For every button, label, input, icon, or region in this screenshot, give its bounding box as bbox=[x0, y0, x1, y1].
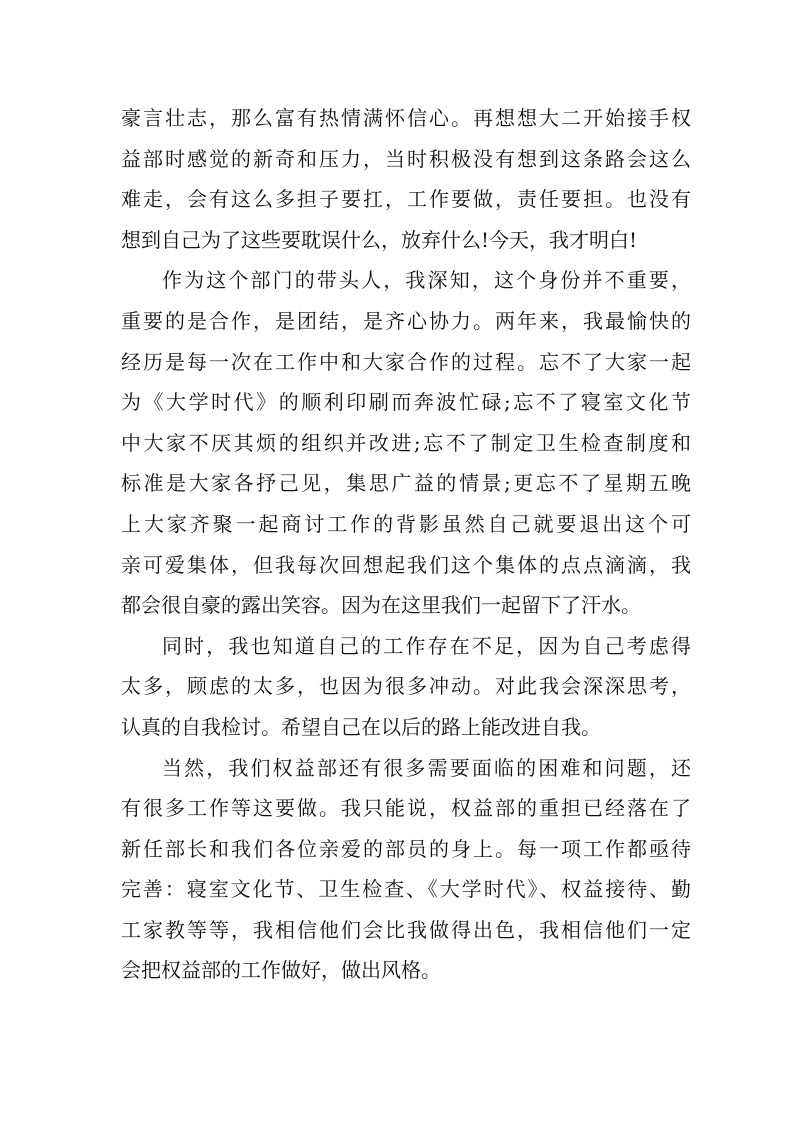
paragraph bbox=[121, 626, 691, 748]
text-line: 会把权益部的工作做好，做出风格。 bbox=[121, 958, 441, 983]
text-line: 认真的自我检讨。希望自己在以后的路上能改进自我。 bbox=[121, 714, 601, 739]
text-line: 完善：寝室文化节、卫生检查、《大学时代》、权益接待、勤 bbox=[121, 877, 691, 902]
text-line: 重要的是合作，是团结，是齐心协力。两年来，我最愉快的 bbox=[121, 308, 691, 333]
text-line: 有很多工作等这要做。我只能说，权益部的重担已经落在了 bbox=[121, 796, 691, 821]
text-line: 益部时感觉的新奇和压力，当时积极没有想到这条路会这么 bbox=[121, 146, 691, 171]
text-line: 想到自己为了这些要耽误什么，放弃什么!今天，我才明白! bbox=[121, 227, 638, 252]
paragraph bbox=[121, 748, 691, 992]
text-line: 中大家不厌其烦的组织并改进;忘不了制定卫生检查制度和 bbox=[121, 430, 691, 455]
text-line: 当然，我们权益部还有很多需要面临的困难和问题，还 bbox=[162, 755, 691, 780]
paragraph bbox=[121, 98, 691, 260]
text-line: 亲可爱集体，但我每次回想起我们这个集体的点点滴滴，我 bbox=[121, 552, 691, 577]
text-line: 同时，我也知道自己的工作存在不足，因为自己考虑得 bbox=[162, 633, 691, 658]
text-line: 难走，会有这么多担子要扛，工作要做，责任要担。也没有 bbox=[121, 187, 691, 212]
text-line: 工家教等等，我相信他们会比我做得出色，我相信他们一定 bbox=[121, 917, 691, 942]
text-line: 都会很自豪的露出笑容。因为在这里我们一起留下了汗水。 bbox=[121, 593, 641, 618]
text-line: 为《大学时代》的顺利印刷而奔波忙碌;忘不了寝室文化节 bbox=[121, 390, 691, 415]
text-line: 作为这个部门的带头人，我深知，这个身份并不重要， bbox=[162, 268, 691, 293]
paragraph bbox=[121, 260, 691, 625]
text-line: 新任部长和我们各位亲爱的部员的身上。每一项工作都亟待 bbox=[121, 836, 691, 861]
document-body bbox=[121, 98, 691, 991]
text-line: 上大家齐聚一起商讨工作的背影虽然自己就要退出这个可 bbox=[121, 511, 691, 536]
text-line: 经历是每一次在工作中和大家合作的过程。忘不了大家一起 bbox=[121, 349, 691, 374]
text-line: 标准是大家各抒己见，集思广益的情景;更忘不了星期五晚 bbox=[121, 471, 691, 496]
text-line: 豪言壮志，那么富有热情满怀信心。再想想大二开始接手权 bbox=[121, 106, 691, 130]
text-line: 太多，顾虑的太多，也因为很多冲动。对此我会深深思考， bbox=[121, 674, 691, 699]
